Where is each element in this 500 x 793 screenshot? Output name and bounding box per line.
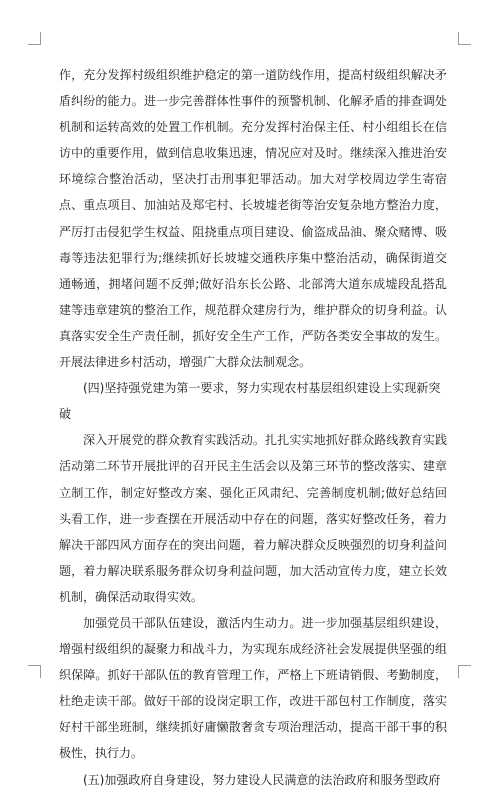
paragraph-cadre-team: 加强党员干部队伍建设，激活内生动力。进一步加强基层组织建设，增强村级组织的凝聚力和战斗力，为实现东成经济社会发展提供坚强的组织保障。抓好干部队伍的教育管理工作，严格上下班请销假、考勤制度，杜绝走读干部。做好干部的设岗定职工作，改进干部包村工作制度，落实好村干部坐班制，继续抓好庸懒散奢贪专项治理活动，提高干部干事的积极性，执行力。 xyxy=(59,615,447,761)
section-heading-five: (五)加强政府自身建设，努力建设人民满意的法治政府和服务型政府 xyxy=(83,772,441,787)
document-body xyxy=(59,62,447,793)
crop-mark-top-left xyxy=(28,32,41,45)
section-heading-four: (四)坚持强党建为第一要求，努力实现农村基层组织建设上实现新突破 xyxy=(59,381,441,422)
crop-mark-top-right xyxy=(458,32,471,45)
paragraph-public-security: 作，充分发挥村级组织维护稳定的第一道防线作用，提高村级组织解决矛盾纠纷的能力。进一步完善群体性事件的预警机制、化解矛盾的排查调处机制和运转高效的处置工作机制。充分发挥村治保主任、村小组组长在信访中的重要作用，做到信息收集迅速，情况应对及时。继续深入推进治安环境综合整治活动，坚决打击刑事犯罪活动。加大对学校周边学生寄宿点、重点项目、加油站及郑宅村、长坡墟老街等治安复杂地方整治力度，严厉打击侵犯学生权益、阻挠重点项目建设、偷盗成品油、聚众赌博、吸毒等违法犯罪行为;继续抓好长坡墟交通秩序集中整治活动，确保街道交通畅通，拥堵问题不反弹;做好沿东长公路、北部湾大道东成墟段乱搭乱建等违章建筑的整治工作，规范群众建房行为，维护群众的切身利益。认真落实安全生产责任制，抓好安全生产工作，严防各类安全事故的发生。开展法律进乡村活动，增强广大群众法制观念。 xyxy=(59,68,447,370)
paragraph-education-practice: 深入开展党的群众教育实践活动。扎扎实实地抓好群众路线教育实践活动第二环节开展批评的召开民主生活会以及第三环节的整改落实、建章立制工作，制定好整改方案、强化正风肃纪、完善制度机制;做好总结回头看工作，进一步查摆在开展活动中存在的问题，落实好整改任务，着力解决干部四风方面存在的突出问题，着力解决群众反映强烈的切身利益问题，着力解决联系服务群众切身利益问题，加大活动宣传力度，建立长效机制，确保活动取得实效。 xyxy=(59,433,447,604)
crop-mark-bottom-right xyxy=(458,665,471,678)
crop-mark-bottom-left xyxy=(28,665,41,678)
